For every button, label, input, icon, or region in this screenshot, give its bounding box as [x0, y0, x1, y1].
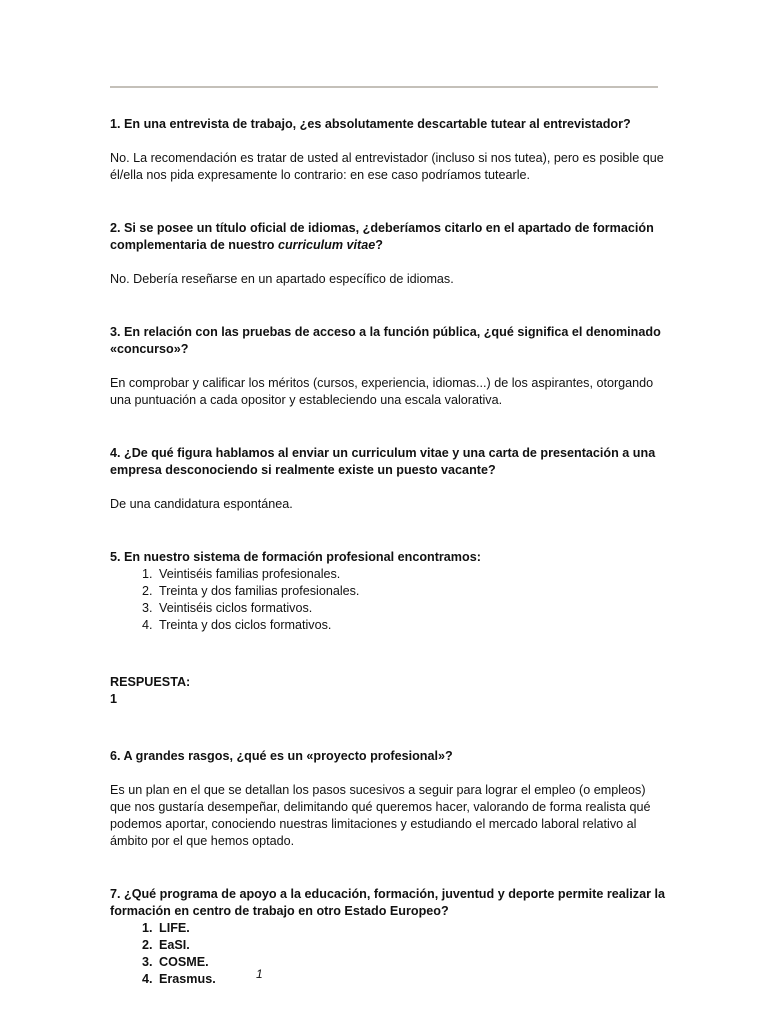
answer-6: Es un plan en el que se detallan los pasos sucesivos a seguir para lograr el empleo (o empleos) que nos gustaría desempeñar, delimitando qué queremos hacer, valorando de forma realista qué podemos aportar, conociendo nuestras limitaciones y estudiando el mercado laboral relativo al ámbito por el que hemos optado. — [110, 783, 651, 848]
question-2 — [110, 220, 670, 254]
question-3: 3. En relación con las pruebas de acceso a la función pública, ¿qué significa el denominado «concurso»? — [110, 325, 661, 356]
answer-1: No. La recomendación es tratar de usted al entrevistador (incluso si nos tutea), pero es posible que él/ella nos pida expresamente lo contrario: en ese caso podríamos tutearle. — [110, 151, 664, 182]
option-item: 2. EaSI. — [156, 937, 670, 954]
question-7: 7. ¿Qué programa de apoyo a la educación, formación, juventud y deporte permite realizar la formación en centro de trabajo en otro Estado Europeo? — [110, 887, 665, 918]
option-item: 1. LIFE. — [156, 920, 670, 937]
option-item: 3. Veintiséis ciclos formativos. — [156, 600, 670, 617]
option-item: 2. Treinta y dos familias profesionales. — [156, 583, 670, 600]
answer-2: No. Debería reseñarse en un apartado específico de idiomas. — [110, 272, 454, 286]
option-item: 4. Erasmus. — [156, 971, 670, 988]
answer-3: En comprobar y calificar los méritos (cursos, experiencia, idiomas...) de los aspirantes, otorgando una puntuación a cada opositor y estableciendo una escala valorativa. — [110, 376, 654, 407]
page-number: 1 — [256, 967, 263, 981]
question-5: 5. En nuestro sistema de formación profesional encontramos: — [110, 550, 481, 564]
question-4: 4. ¿De qué figura hablamos al enviar un curriculum vitae y una carta de presentación a una empresa desconociendo si realmente existe un puesto vacante? — [110, 446, 656, 477]
document-body — [110, 116, 670, 988]
question-1: 1. En una entrevista de trabajo, ¿es absolutamente descartable tutear al entrevistador? — [110, 117, 631, 131]
option-item: 3. COSME. — [156, 954, 670, 971]
question-7-options — [110, 920, 670, 988]
question-2-italic: curriculum vitae — [277, 238, 376, 252]
option-item: 1. Veintiséis familias profesionales. — [156, 566, 670, 583]
question-2-end: ? — [375, 238, 383, 252]
answer-4: De una candidatura espontánea. — [110, 497, 293, 511]
question-5-options — [110, 566, 670, 634]
response-label: RESPUESTA: — [110, 675, 191, 689]
question-2-text: 2. Si se posee un título oficial de idiomas, ¿deberíamos citarlo en el apartado de formación complementaria de nuestro — [110, 221, 654, 252]
option-item: 4. Treinta y dos ciclos formativos. — [156, 617, 670, 634]
response-value: 1 — [110, 692, 118, 706]
question-6: 6. A grandes rasgos, ¿qué es un «proyecto profesional»? — [110, 749, 453, 763]
header-rule — [110, 86, 658, 88]
